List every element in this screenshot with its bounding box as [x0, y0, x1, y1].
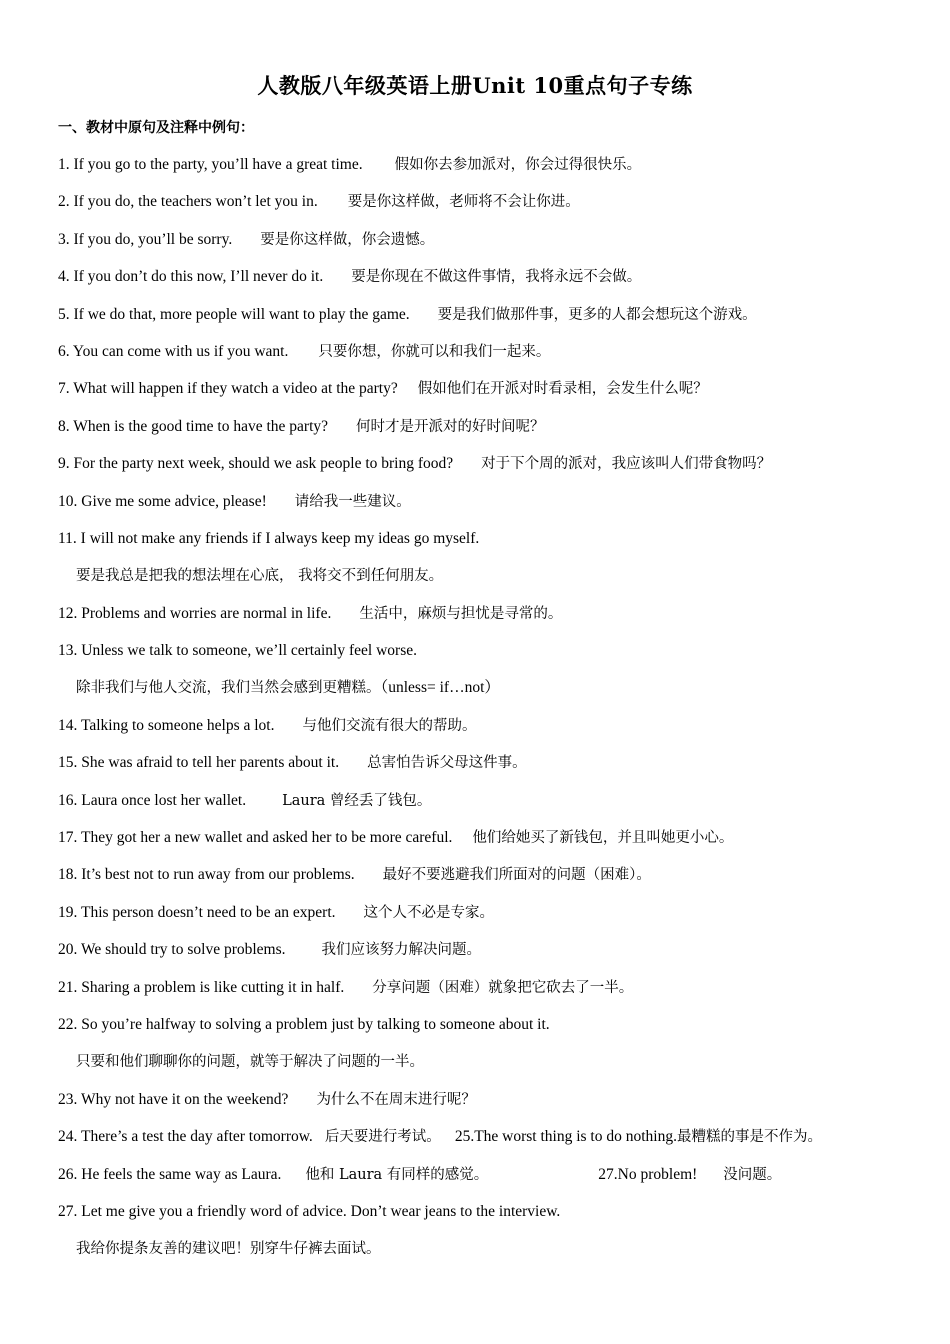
chinese-translation: Laura 曾经丢了钱包。 — [282, 792, 432, 809]
sentence-line — [58, 487, 938, 524]
english-sentence: 4. If you don’t do this now, I’ll never do it. — [58, 268, 324, 286]
sentence-line — [58, 187, 938, 224]
english-sentence: 15. She was afraid to tell her parents about it. — [58, 754, 340, 772]
sentence-line — [58, 973, 938, 1010]
sentence-line — [58, 786, 938, 823]
english-sentence: 25.The worst thing is to do nothing. — [454, 1128, 677, 1146]
english-sentence: 1. If you go to the party, you’ll have a great time. — [58, 156, 363, 173]
grammar-note: （unless= if…not） — [380, 679, 500, 697]
sentence-line — [58, 150, 938, 187]
sentence-line — [58, 599, 938, 636]
chinese-translation: 后天要进行考试。 — [324, 1129, 441, 1146]
chinese-translation: 假如他们在开派对时看录相，会发生什么呢？ — [417, 381, 708, 398]
chinese-translation: 请给我一些建议。 — [294, 493, 411, 510]
chinese-translation: 我给你提条友善的建议吧！别穿牛仔裤去面试。 — [76, 1241, 381, 1258]
chinese-translation: 何时才是开派对的好时间呢？ — [356, 418, 545, 435]
chinese-translation: 分享问题（困难）就象把它砍去了一半。 — [372, 979, 634, 996]
sentence-line — [58, 898, 938, 935]
english-sentence: 2. If you do, the teachers won’t let you in. — [58, 193, 318, 211]
english-sentence: 16. Laura once lost her wallet. — [58, 791, 247, 809]
english-sentence: 5. If we do that, more people will want to play the game. — [58, 305, 410, 323]
chinese-translation: 对于下个周的派对，我应该叫人们带食物吗？ — [481, 456, 772, 473]
page-title: 人教版八年级英语上册Unit 10重点句子专练 — [257, 73, 693, 98]
sentence-line — [58, 374, 938, 411]
english-sentence: 24. There’s a test the day after tomorrow. — [58, 1128, 313, 1146]
sentence-line — [58, 1160, 938, 1197]
chinese-translation: 他们给她买了新钱包，并且叫她更小心。 — [472, 830, 734, 847]
english-sentence: 26. He feels the same way as Laura. — [58, 1165, 282, 1183]
english-sentence: 11. I will not make any friends if I always keep my ideas go myself. — [58, 529, 480, 547]
english-sentence: 18. It’s best not to run away from our problems. — [58, 866, 355, 884]
english-sentence: 8. When is the good time to have the party? — [58, 417, 329, 435]
chinese-translation: 与他们交流有很大的帮助。 — [302, 717, 477, 734]
chinese-translation: 要是你这样做，老师将不会让你进。 — [347, 194, 580, 211]
section-heading: 一、教材中原句及注释中例句： — [58, 120, 254, 136]
sentence-line — [58, 225, 938, 262]
english-sentence: 27. Let me give you a friendly word of advice. Don’t wear jeans to the interview. — [58, 1202, 561, 1220]
sentence-line — [58, 300, 938, 337]
english-sentence: 9. For the party next week, should we ask people to bring food? — [58, 455, 454, 473]
sentence-line — [58, 1047, 938, 1084]
chinese-translation: 我们应该努力解决问题。 — [321, 942, 482, 959]
chinese-translation: 只要你想，你就可以和我们一起来。 — [318, 343, 551, 360]
english-sentence: 6. You can come with us if you want. — [58, 342, 289, 360]
chinese-translation: 要是我们做那件事，更多的人都会想玩这个游戏。 — [437, 306, 757, 323]
sentence-line — [58, 711, 938, 748]
english-sentence: 13. Unless we talk to someone, we’ll certainly feel worse. — [58, 642, 417, 660]
chinese-translation: 除非我们与他人交流，我们当然会感到更糟糕。 — [76, 680, 381, 697]
chinese-translation: 最糟糕的事是不作为。 — [676, 1129, 822, 1146]
chinese-translation: 没问题。 — [723, 1166, 782, 1183]
sentence-line — [58, 262, 938, 299]
sentence-line — [58, 1197, 938, 1234]
sentence-line — [58, 337, 938, 374]
english-sentence: 23. Why not have it on the weekend? — [58, 1090, 289, 1108]
sentence-line — [58, 1122, 938, 1159]
sentence-line — [58, 449, 938, 486]
sentence-line — [58, 1085, 938, 1122]
sentence-line — [58, 935, 938, 972]
chinese-translation: 生活中，麻烦与担忧是寻常的。 — [359, 605, 563, 622]
english-sentence: 27.No problem! — [598, 1165, 698, 1183]
chinese-translation: 只要和他们聊聊你的问题，就等于解决了问题的一半。 — [76, 1054, 424, 1071]
chinese-translation: 他和 Laura 有同样的感觉。 — [305, 1166, 489, 1183]
chinese-translation: 这个人不必是专家。 — [363, 904, 495, 921]
english-sentence: 21. Sharing a problem is like cutting it in half. — [58, 978, 345, 996]
sentence-line — [58, 412, 938, 449]
english-sentence: 12. Problems and worries are normal in life. — [58, 604, 332, 622]
english-sentence: 14. Talking to someone helps a lot. — [58, 716, 275, 734]
sentence-line — [58, 1010, 938, 1047]
chinese-translation: 要是你这样做，你会遗憾。 — [260, 231, 435, 248]
english-sentence: 3. If you do, you’ll be sorry. — [58, 230, 233, 248]
english-sentence: 17. They got her a new wallet and asked her to be more careful. — [58, 829, 453, 847]
chinese-translation: 要是我总是把我的想法埋在心底， 我将交不到任何朋友。 — [76, 568, 444, 585]
english-sentence: 22. So you’re halfway to solving a problem just by talking to someone about it. — [58, 1015, 550, 1033]
chinese-translation: 假如你去参加派对，你会过得很快乐。 — [394, 157, 642, 173]
english-sentence: 19. This person doesn’t need to be an expert. — [58, 903, 336, 921]
sentence-line — [58, 1234, 938, 1271]
chinese-translation: 要是你现在不做这件事情，我将永远不会做。 — [351, 269, 642, 286]
english-sentence: 7. What will happen if they watch a video at the party? — [58, 380, 398, 398]
sentence-line — [58, 748, 938, 785]
sentence-line — [58, 524, 938, 561]
english-sentence: 10. Give me some advice, please! — [58, 492, 267, 510]
sentence-line — [58, 823, 938, 860]
chinese-translation: 为什么不在周末进行呢？ — [316, 1091, 476, 1108]
sentence-line — [58, 561, 938, 598]
chinese-translation: 最好不要逃避我们所面对的问题（困难）。 — [382, 867, 651, 884]
sentence-line — [58, 860, 938, 897]
chinese-translation: 总害怕告诉父母这件事。 — [367, 755, 527, 772]
sentence-line — [58, 636, 938, 673]
english-sentence: 20. We should try to solve problems. — [58, 941, 286, 959]
sentence-list — [58, 150, 938, 1272]
sentence-line — [58, 673, 938, 710]
